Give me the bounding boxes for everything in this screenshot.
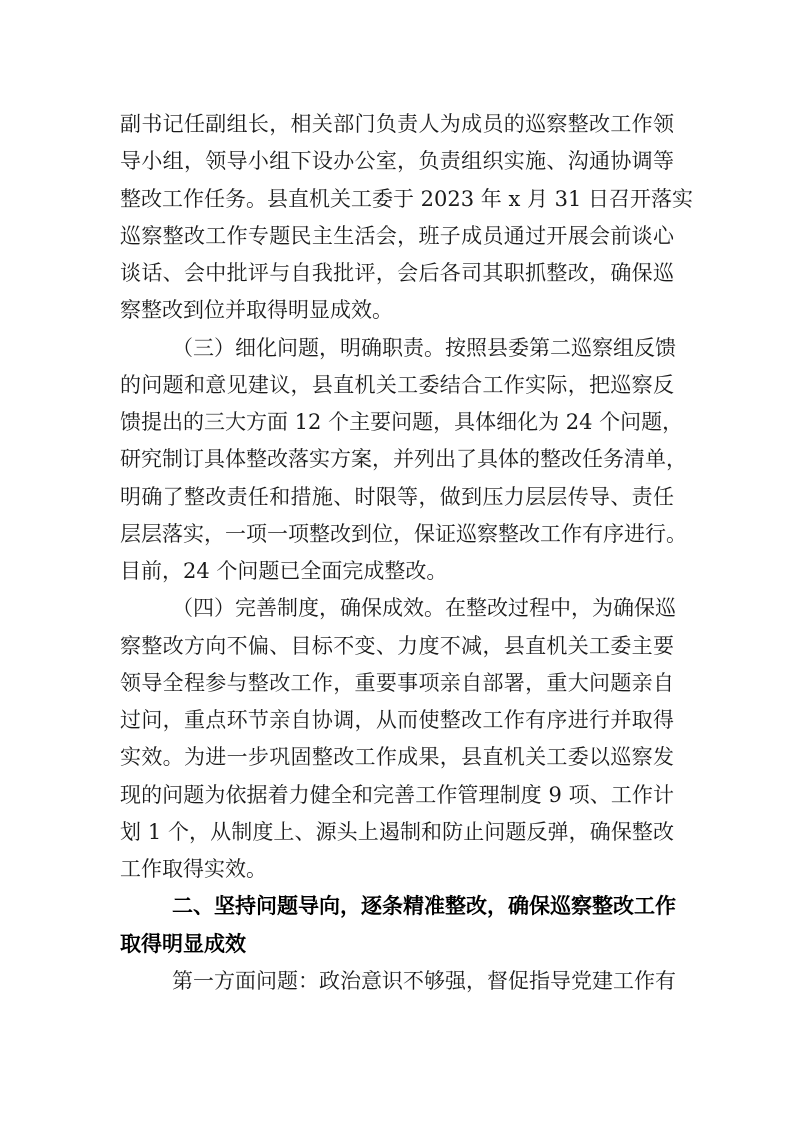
paragraph-line: 巡察整改工作专题民主生活会，班子成员通过开展会前谈心 bbox=[120, 223, 674, 248]
document-body bbox=[120, 106, 694, 1000]
section-heading-2: 二、坚持问题导向，逐条精准整改，确保巡察整改工作 bbox=[172, 894, 676, 919]
paragraph-line: 谈话、会中批评与自我批评，会后各司其职抓整改，确保巡 bbox=[120, 261, 674, 285]
paragraph-line: 目前，24 个问题已全面完成整改。 bbox=[120, 559, 448, 583]
paragraph-line: 导小组，领导小组下设办公室，负责组织实施、沟通协调等 bbox=[120, 149, 674, 174]
paragraph-line: 划 1 个，从制度上、源头上遏制和防止问题反弹，确保整改 bbox=[120, 819, 674, 844]
section-4-first-line: （四）完善制度，确保成效。在整改过程中，为确保巡 bbox=[172, 596, 676, 621]
paragraph-line: 第一方面问题：政治意识不够强，督促指导党建工作有 bbox=[172, 968, 676, 993]
paragraph-line: 现的问题为依据着力健全和完善工作管理制度 9 项、工作计 bbox=[120, 782, 674, 807]
paragraph-line: 副书记任副组长，相关部门负责人为成员的巡察整改工作领 bbox=[120, 112, 674, 136]
paragraph-line: 明确了整改责任和措施、时限等，做到压力层层传导、责任 bbox=[120, 484, 674, 509]
paragraph-line: 层层落实，一项一项整改到位，保证巡察整改工作有序进行。 bbox=[120, 521, 687, 546]
section-3-first-line: （三）细化问题，明确职责。按照县委第二巡察组反馈 bbox=[172, 335, 676, 360]
paragraph-line: 研究制订具体整改落实方案，并列出了具体的整改任务清单， bbox=[120, 447, 687, 472]
paragraph-line: 整改工作任务。县直机关工委于 2023 年 x 月 31 日召开落实 bbox=[120, 186, 694, 211]
paragraph-line: 的问题和意见建议，县直机关工委结合工作实际，把巡察反 bbox=[120, 372, 674, 397]
paragraph-line: 实效。为进一步巩固整改工作成果，县直机关工委以巡察发 bbox=[120, 745, 674, 770]
paragraph-line: 察整改方向不偏、目标不变、力度不减，县直机关工委主要 bbox=[120, 633, 674, 658]
paragraph-line: 领导全程参与整改工作，重要事项亲自部署，重大问题亲自 bbox=[120, 670, 674, 695]
paragraph-line: 馈提出的三大方面 12 个主要问题，具体细化为 24 个问题， bbox=[120, 410, 684, 434]
paragraph-line: 工作取得实效。 bbox=[120, 857, 267, 881]
section-heading-2-cont: 取得明显成效 bbox=[120, 931, 246, 956]
paragraph-line: 过问，重点环节亲自协调，从而使整改工作有序进行并取得 bbox=[120, 708, 674, 732]
paragraph-line: 察整改到位并取得明显成效。 bbox=[120, 298, 393, 323]
